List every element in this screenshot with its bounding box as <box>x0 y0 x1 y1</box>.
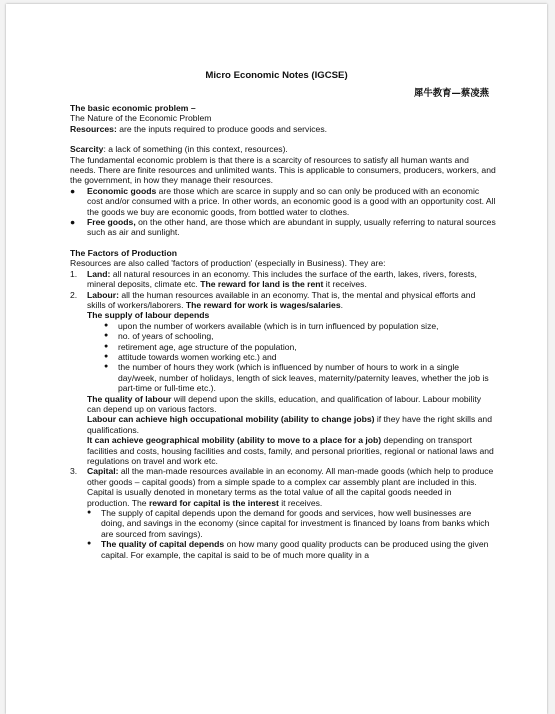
quality-of-labour-paragraph: The quality of labour will depend upon the skills, education, and qualification of labour. Labour mobility can depend up on various factors. <box>87 393 482 414</box>
bullet-icon: ● <box>87 540 92 548</box>
fundamental-problem-paragraph: The fundamental economic problem is that there is a scarcity of resources to satisfy all human wants and needs. There are finite resources and unlimited wants. This is applicable to consumers, producers, workers, and the government, in how they manage their resources. <box>70 154 496 186</box>
section-heading-economic-problem: The basic economic problem – <box>70 103 196 113</box>
list-item: ● Economic goods are those which are scarce in supply and so can only be produced with an economic cost and/or consumed with a price. In other words, an economic good is a good with an opportunity cost. All the goods we buy are economic goods, from bottled water to clothes. <box>70 185 496 217</box>
bullet-icon: ● <box>104 352 109 360</box>
occupational-mobility-paragraph: Labour can achieve high occupational mobility (ability to change jobs) if they have the right skills and qualifications. <box>87 414 492 435</box>
section-subheading: The Nature of the Economic Problem <box>70 113 212 124</box>
document-page <box>6 4 547 714</box>
bullet-icon: ● <box>104 342 109 350</box>
list-item: ● attitude towards women working etc.) and <box>104 351 277 362</box>
list-item: ● The supply of capital depends upon the demand for goods and services, how well businesses are doing, and savings in the economy (since capital for investment is financed by loans from banks which are sourced from savings). <box>87 508 490 539</box>
list-item: ● the number of hours they work (which is influenced by number of hours to work in a single day/week, number of holidays, length of sick leaves, maternity/paternity leaves, whether the job is part-time or full-time etc.). <box>104 362 489 394</box>
bullet-icon: ● <box>70 217 76 228</box>
numbered-item-labour: 2. Labour: all the human resources available in an economy. That is, the mental and physical efforts and skills of workers/laborers. The reward for work is wages/salaries. <box>70 289 476 310</box>
bullet-icon: ● <box>70 185 76 196</box>
numbered-item-capital: 3. Capital: all the man-made resources available in an economy. All man-made goods (which help to produce other goods – capital goods) from a simple spade to a complex car assembly plant are included in this. Capital is usually denoted in monetary terms as the total value of all the capital goods needed in production. The reward for capital is the interest it receives. <box>70 466 494 508</box>
list-item: ● The quality of capital depends on how many good quality products can be produced using the given capital. For example, the capital is said to be of much more quality in a <box>87 539 489 560</box>
document-title: Micro Economic Notes (IGCSE) <box>205 70 348 81</box>
document-body <box>70 103 496 560</box>
scarcity-definition: Scarcity: a lack of something (in this context, resources). <box>70 144 288 155</box>
supply-of-labour-heading: The supply of labour depends <box>87 310 210 321</box>
bullet-icon: ● <box>104 332 109 340</box>
section-heading-factors: The Factors of Production <box>70 247 177 258</box>
geographical-mobility-paragraph: It can achieve geographical mobility (ability to move to a place for a job) depending on transport facilities and costs, housing facilities and costs, family, and personal priorities, regional or national laws and regulations on travel and work etc. <box>87 435 494 466</box>
list-item: ● Free goods, on the other hand, are those which are abundant in supply, usually referring to natural sources such as air and sunlight. <box>70 217 496 238</box>
supply-list <box>87 321 496 394</box>
bullet-icon: ● <box>104 321 109 329</box>
factors-intro: Resources are also called 'factors of production' (especially in Business). They are: <box>70 258 386 269</box>
list-item: ● upon the number of workers available (which is in turn influenced by population size, <box>104 320 439 331</box>
list-item: ● no. of years of schooling, <box>104 331 214 342</box>
resources-definition: Resources: are the inputs required to produce goods and services. <box>70 123 328 134</box>
capital-details <box>70 508 496 560</box>
bullet-icon: ● <box>87 509 92 517</box>
brand-label: 犀牛教育—蔡凌燕 <box>413 88 489 99</box>
bullet-icon: ● <box>104 363 109 371</box>
numbered-item-land: 1. Land: all natural resources in an economy. This includes the surface of the earth, lakes, rivers, forests, mineral deposits, climate etc. The reward for land is the rent it receives. <box>70 268 477 290</box>
labour-details <box>70 310 496 466</box>
list-item: ● retirement age, age structure of the population, <box>104 341 297 352</box>
